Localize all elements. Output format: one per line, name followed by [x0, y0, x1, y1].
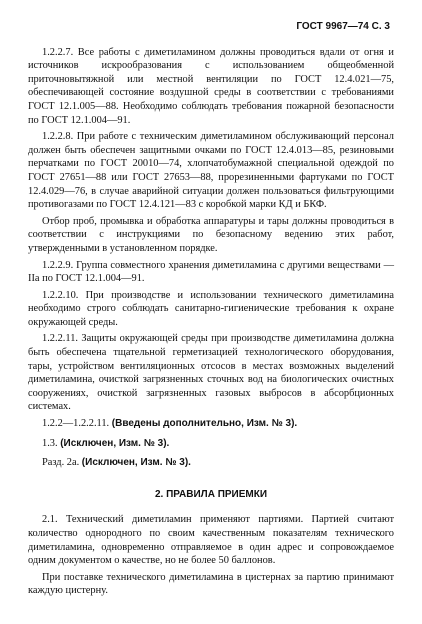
section-title: 2. ПРАВИЛА ПРИЕМКИ [154, 488, 268, 500]
amendment-text: (Исключен, Изм. № 3). [81, 457, 191, 469]
paragraph-1-2-2-11: 1.2.2.11. Защиты окружающей среды при производстве диметиламина должна быть обеспечена тщательной герметизацией технологического оборудования, тары, устройством вентиляционных отсосов в местах возможных выделений диметиламина, очисткой загрязненных сточных вод на биологических очистных сооружениях, очисткой загрязненных газовых выбросов в абсорбционных системах. [28, 333, 394, 413]
amendment-prefix: Разд. 2а. [42, 457, 82, 469]
page-header: ГОСТ 9967—74 С. 3 [296, 21, 390, 32]
paragraph-sampling: Отбор проб, промывка и обработка аппаратуры и тары должны проводиться в соответствии с инструкциями по безопасному ведению этих работ, утвержденными в установленном порядке. [28, 215, 394, 254]
paragraph-1-2-2-7: 1.2.2.7. Все работы с диметиламином должны проводиться вдали от огня и источников искрообразования с использованием общеобменной приточновытяжной или местной вентиляции по ГОСТ 12.4.021—75, обеспечивающей состояние воздушной среды в соответствии с требованиями ГОСТ 12.1.005—88. Необходимо соблюдать требования пожарной безопасности по ГОСТ 12.1.004—91. [28, 46, 394, 126]
amendment-note [28, 456, 394, 470]
amendment-text: (Исключен, Изм. № 3). [60, 437, 170, 449]
paragraph-1-2-2-8: 1.2.2.8. При работе с техническим диметиламином обслуживающий персонал должен быть обеспечен защитными очками по ГОСТ 12.4.013—85, резиновыми перчатками по ГОСТ 20010—74, хлопчатобумажной специальной одеждой по ГОСТ 27651—88 или ГОСТ 27653—88, прорезиненными фартуками по ГОСТ 12.4.029—76, в случае аварийной ситуации должен пользоваться фильтрующими противогазами по ГОСТ 12.4.121—83 с коробкой марки КД и БКФ. [28, 131, 394, 211]
paragraph-1-2-2-10: 1.2.2.10. При производстве и использовании технического диметиламина необходимо строго соблюдать санитарно-гигиенические требования к охране окружающей среды. [28, 289, 394, 328]
paragraph-tanks: При поставке технического диметиламина в цистернах за партию принимают каждую цистерну. [28, 571, 394, 597]
amendment-note [28, 417, 394, 431]
amendment-text: (Введены дополнительно, Изм. № 3). [111, 418, 298, 430]
amendment-prefix: 1.3. [42, 437, 61, 449]
paragraph-2-1: 2.1. Технический диметиламин применяют партиями. Партией считают количество однородного по своим качественным показателям технического диметиламина, одновременно отправляемое в один адрес и сопровождаемое одним документом о качестве, но не более 50 баллонов. [28, 514, 394, 567]
amendment-note [28, 437, 394, 451]
paragraph-1-2-2-9: 1.2.2.9. Группа совместного хранения диметиламина с другими веществами — IIa по ГОСТ 12.1.004—91. [28, 259, 394, 285]
amendment-prefix: 1.2.2—1.2.2.11. [42, 418, 112, 430]
